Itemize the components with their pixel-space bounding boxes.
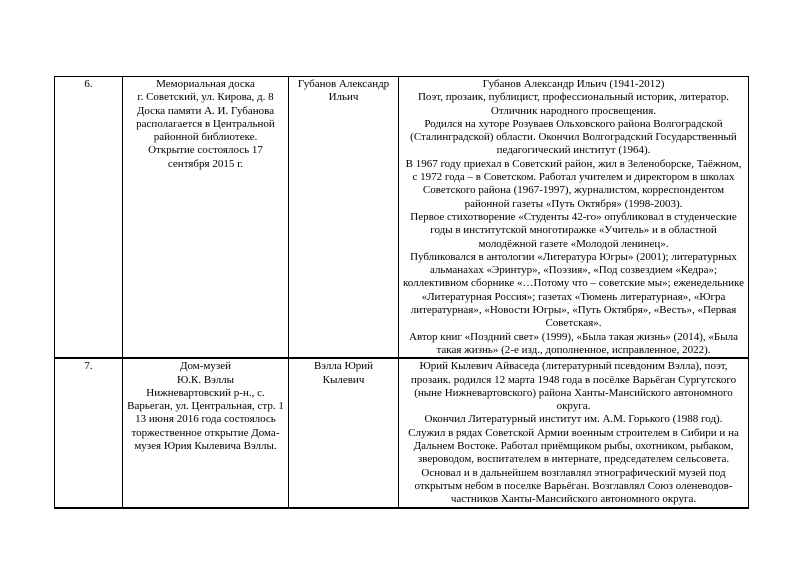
row-number: 7. [84, 360, 93, 373]
biography-cell [399, 77, 749, 359]
bio-paragraph: Отличник народного просвещения. [490, 104, 657, 117]
biography-cell [399, 358, 749, 507]
monument-line: г. Советский, ул. Кирова, д. 8 [137, 91, 274, 104]
bio-paragraph: Губанов Александр Ильич (1941-2012) [482, 78, 665, 90]
monument-line: Ю.К. Вэллы [176, 373, 235, 386]
person-name-cell [289, 77, 399, 359]
monument-line: Доска памяти А. И. Губанова располагается в Центральной районной библиотеке. [136, 104, 275, 144]
monument-line: Открытие состоялось 17 сентября 2015 г. [148, 144, 263, 170]
person-name-cell [289, 358, 399, 507]
bio-paragraph: Первое стихотворение «Студенты 42-го» опубликовал в студенческие годы в институтской многотиражке «Учитель» и в областной молодёжной газете «Молодой ленинец». [410, 210, 737, 250]
bio-paragraph: Юрий Кылевич Айваседа (литературный псевдоним Вэлла), поэт, прозаик. родился 12 марта 1948 года в посёлке Варьёган Сургутского (ныне Нижневартовского) района Ханты-Мансийского автономного округа. [410, 360, 737, 413]
monument-line: Мемориальная доска [156, 78, 255, 90]
monument-description-cell [123, 77, 289, 359]
monuments-table [54, 76, 749, 509]
monument-line: 13 июня 2016 года состоялось торжественное открытие Дома-музея Юрия Кылевича Вэллы. [131, 413, 280, 453]
bio-paragraph: В 1967 году приехал в Советский район, жил в Зеленоборске, Таёжном, с 1972 года – в Советском. Работал учителем и директором в школах Советского района (1967-1997), журналистом, корреспондентом районной газеты «Путь Октября» (1998-2003). [405, 157, 742, 210]
monument-description-cell [123, 358, 289, 507]
person-name: Губанов Александр Ильич [297, 78, 390, 104]
bio-paragraph: Публиковался в антологии «Литература Югры» (2001); литературных альманахах «Эринтур», «Поэзия», «Под созвездием «Кедра»; коллективном сборнике «…Потому что – советские мы»; еженедельнике «Литературная Россия»; газетах «Тюмень литературная», «Югра литературная», «Новости Югры», «Путь Октября», «Весть», «Первая Советская». [402, 250, 745, 330]
person-name: Вэлла Юрий Кылевич [313, 360, 374, 386]
bio-paragraph: Автор книг «Поздний свет» (1999), «Была такая жизнь» (2014), «Была такая жизнь» (2-е изд., дополненное, исправленное, 2022). [409, 330, 738, 356]
bio-paragraph: Служил в рядах Советской Армии военным строителем в Сибири и на Дальнем Востоке. Работал приёмщиком рыбы, охотником, рыбаком, звероводом, воспитателем в интернате, председателем сельсовета. Основал и в дальнейшем возглавлял этнографический музей под открытым небом в поселке Варьёган. Возглавлял Союз оленеводов-частников Ханты-Мансийского автономного округа. [408, 426, 739, 506]
monument-line: Дом-музей [180, 360, 231, 373]
bio-paragraph: Окончил Литературный институт им. А.М. Горького (1988 год). [424, 413, 723, 426]
bio-paragraph: Родился на хуторе Розуваев Ольховского района Волгоградской (Сталинградской) области. Окончил Волгоградский Государственный педагогический институт (1964). [410, 117, 737, 157]
monument-line: Нижневартовский р-н., с. Варьеган, ул. Центральная, стр. 1 [127, 386, 284, 413]
bio-paragraph: Поэт, прозаик, публицист, профессиональный историк, литератор. [417, 91, 730, 104]
row-number-cell [55, 358, 123, 507]
table-row-7 [55, 358, 749, 507]
row-number: 6. [84, 78, 93, 90]
row-number-cell [55, 77, 123, 359]
table-row-6 [55, 77, 749, 359]
